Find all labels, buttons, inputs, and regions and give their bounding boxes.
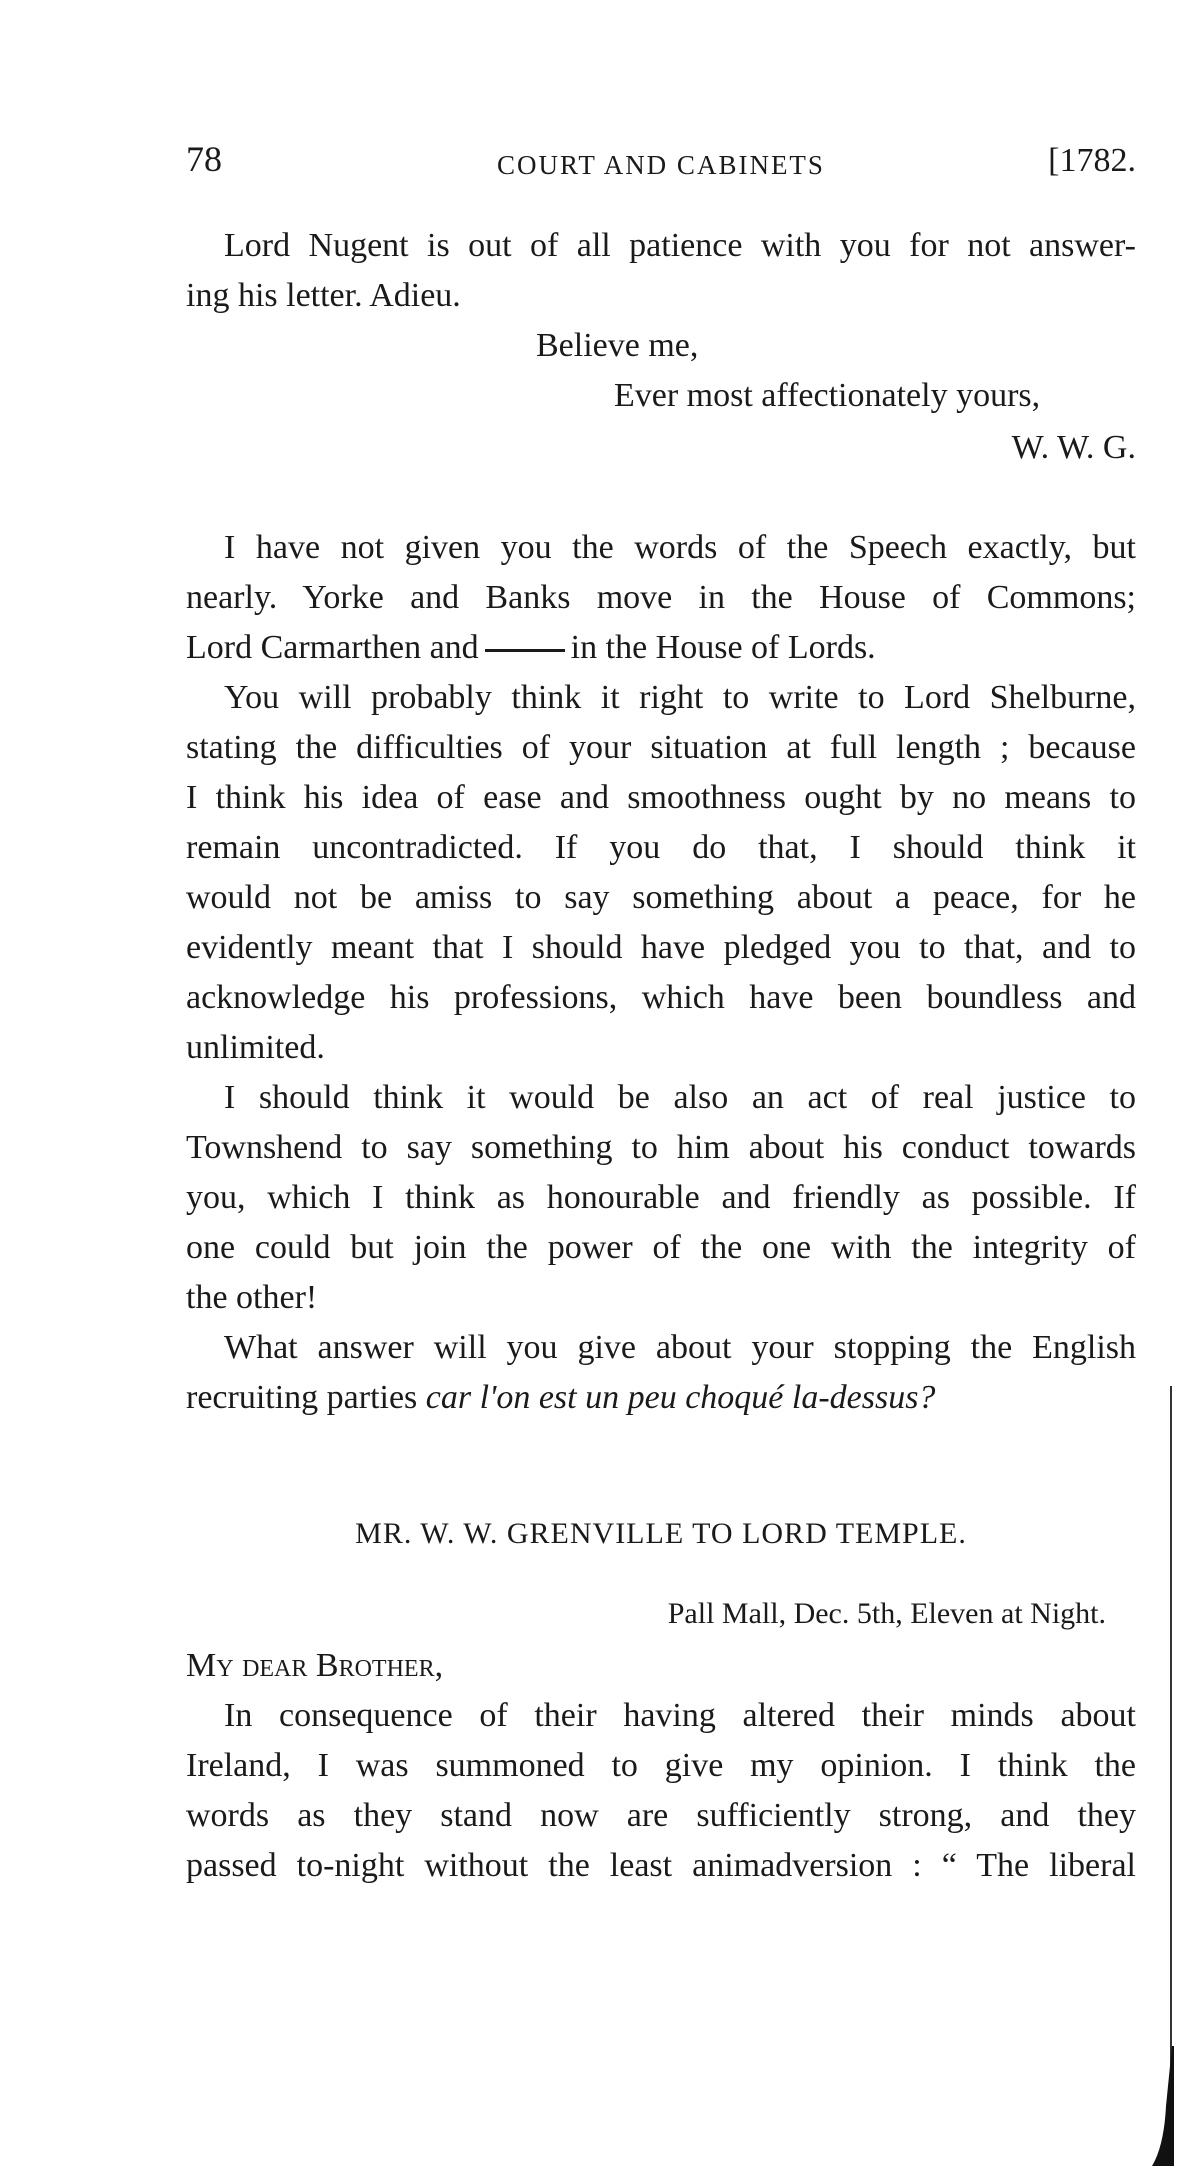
text-line: You will probably think it right to write to Lord Shelburne, xyxy=(224,679,1136,716)
text-line: acknowledge his professions, which have been boundless and xyxy=(186,979,1136,1016)
text-line: you, which I think as honourable and friendly as possible. If xyxy=(186,1179,1136,1216)
letter-heading: MR. W. W. GRENVILLE TO LORD TEMPLE. xyxy=(355,1517,967,1550)
salutation: My dear Brother, xyxy=(186,1647,444,1684)
text-line: the other! xyxy=(186,1279,318,1316)
text-line: unlimited. xyxy=(186,1029,325,1066)
scan-edge-shadow xyxy=(1152,1386,1174,2166)
header-year: [1782. xyxy=(1048,142,1136,179)
text-line: What answer will you give about your stopping the English xyxy=(224,1329,1136,1366)
text-line: one could but join the power of the one with the integrity of xyxy=(186,1229,1136,1266)
text-line: words as they stand now are sufficiently strong, and they xyxy=(186,1797,1136,1834)
place-date: Pall Mall, Dec. 5th, Eleven at Night. xyxy=(667,1597,1106,1630)
text-line: nearly. Yorke and Banks move in the House of Commons; xyxy=(186,579,1136,616)
text-line: ing his letter. Adieu. xyxy=(186,277,461,314)
signature: W. W. G. xyxy=(1011,429,1136,466)
em-dash-rule xyxy=(485,649,565,652)
text-line: evidently meant that I should have pledged you to that, and to xyxy=(186,929,1136,966)
text-fragment: Lord Carmarthen and xyxy=(186,629,479,666)
text-line: Townshend to say something to him about his conduct towards xyxy=(186,1129,1136,1166)
text-line xyxy=(186,628,1136,668)
page-number: 78 xyxy=(186,139,222,179)
closing-ever: Ever most affectionately yours, xyxy=(614,377,1041,414)
text-line: I should think it would be also an act of real justice to xyxy=(224,1079,1136,1116)
text-line: I have not given you the words of the Speech exactly, but xyxy=(224,529,1136,566)
text-line: I think his idea of ease and smoothness ought by no means to xyxy=(186,779,1136,816)
running-title: COURT AND CABINETS xyxy=(497,150,825,180)
text-line: In consequence of their having altered their minds about xyxy=(224,1697,1136,1734)
text-line: would not be amiss to say something about a peace, for he xyxy=(186,879,1136,916)
text-line: Ireland, I was summoned to give my opinion. I think the xyxy=(186,1747,1136,1784)
french-quote: car l'on est un peu choqué la-dessus? xyxy=(425,1379,936,1416)
text-line xyxy=(186,1378,1136,1418)
text-line: remain uncontradicted. If you do that, I should think it xyxy=(186,829,1136,866)
text-line: stating the difficulties of your situation at full length ; because xyxy=(186,729,1136,766)
text-line: Lord Nugent is out of all patience with you for not answer- xyxy=(224,227,1136,264)
text-fragment: in the House of Lords. xyxy=(570,629,876,666)
page-header xyxy=(186,138,1136,188)
text-fragment: recruiting parties xyxy=(186,1379,418,1416)
text-line: passed to-night without the least animadversion : “ The liberal xyxy=(186,1847,1136,1884)
closing-believe: Believe me, xyxy=(536,327,699,364)
